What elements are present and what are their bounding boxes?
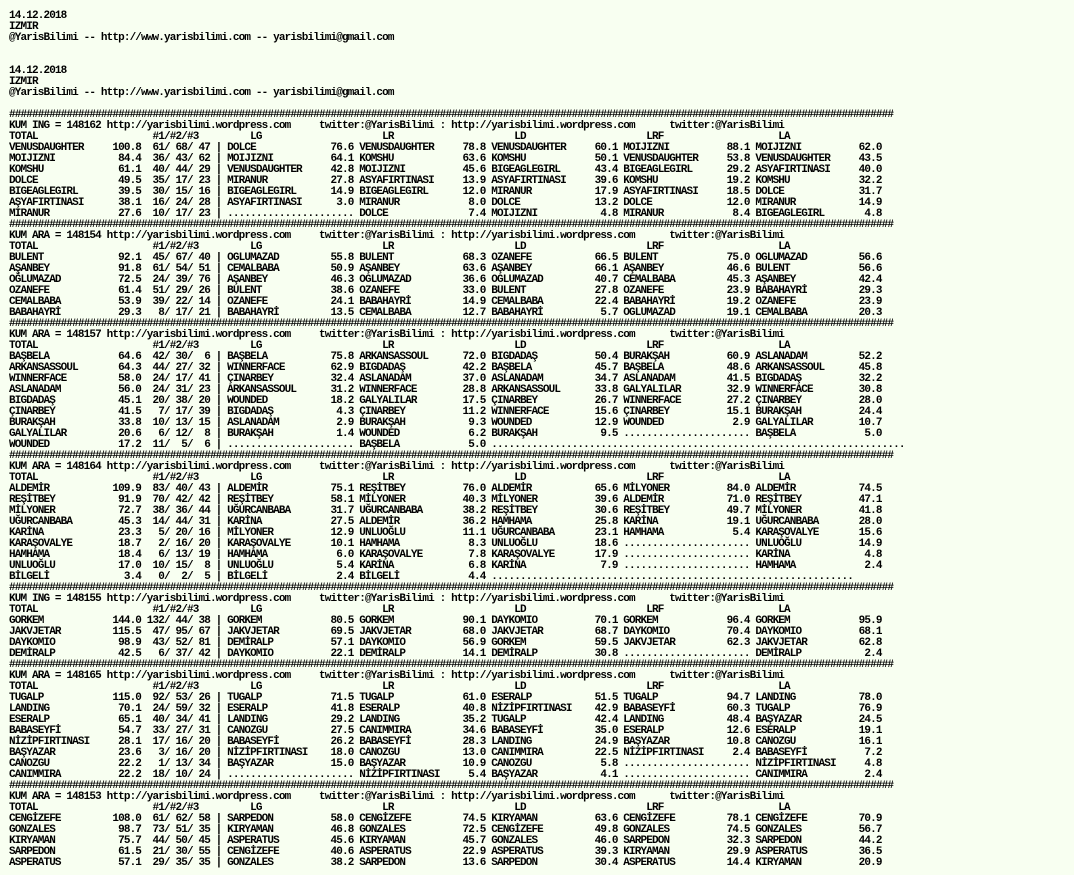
text-line: MOIJIZNI 84.4 36/ 43/ 62 | MOIJIZNI 64.1 KOMSHU 63.6 KOMSHU 50.1 VENUSDAUGHTER 53.8 VENUSDAUGHTER 43.5 (9, 153, 882, 165)
text-line: BAŞBELA 64.6 42/ 30/ 6 | BAŞBELA 75.8 ARKANSASSOUL 72.0 BIGDADAŞ 50.4 BURAKŞAH 60.9 ASLANADAM 52.2 (9, 351, 882, 363)
text-line: TOTAL #1/#2/#3 LG LR LD LRF LA (9, 241, 790, 253)
text-line: KUM ING = 148162 http://yarisbilimi.wordpress.com twitter:@YarisBilimi : http://yarisbilimi.wordpress.com twitter:@YarisBilimi (9, 120, 785, 132)
results-document (9, 0, 905, 869)
text-line: KUM ING = 148155 http://yarisbilimi.wordpress.com twitter:@YarisBilimi : http://yarisbilimi.wordpress.com twitter:@YarisBilimi (9, 593, 785, 605)
text-line: DEMİRALP 42.5 6/ 37/ 42 | DAYKOMIO 22.1 DEMİRALP 14.1 DEMİRALP 30.8 ...................... DEMİRALP 2.4 (9, 648, 882, 660)
text-line: HAMHAMA 18.4 6/ 13/ 19 | HAMHAMA 6.0 KARAŞOVALYE 7.8 KARAŞOVALYE 17.9 ...................... KARİNA 4.8 (9, 549, 882, 561)
text-line: CEMALBABA 53.9 39/ 22/ 14 | OZANEFE 24.1 BABAHAYRİ 14.9 CEMALBABA 22.4 BABAHAYRİ 19.2 OZANEFE 23.9 (9, 296, 882, 308)
text-line: TOTAL #1/#2/#3 LG LR LD LRF LA (9, 472, 790, 484)
text-line: ########################################################################################################################################################## (9, 780, 894, 792)
text-line: SARPEDON 61.5 21/ 30/ 55 | CENGİZEFE 40.6 ASPERATUS 22.9 ASPERATUS 39.3 KIRYAMAN 29.9 ASPERATUS 36.5 (9, 846, 882, 858)
text-line: ########################################################################################################################################################## (9, 582, 894, 594)
text-line: 14.12.2018 (9, 65, 67, 77)
text-line: KUM ARA = 148154 http://yarisbilimi.wordpress.com twitter:@YarisBilimi : http://yarisbilimi.wordpress.com twitter:@YarisBilimi (9, 230, 785, 242)
text-line: BAŞYAZAR 23.6 3/ 16/ 20 | NİZİPFIRTINASI 18.0 CANOZGU 13.0 CANIMMIRA 22.5 NİZİPFIRTINASI 2.4 BABASEYFİ 7.2 (9, 747, 882, 759)
text-line: ########################################################################################################################################################## (9, 450, 894, 462)
text-line: ASPERATUS 57.1 29/ 35/ 35 | GONZALES 38.2 SARPEDON 13.6 SARPEDON 30.4 ASPERATUS 14.4 KIRYAMAN 20.9 (9, 857, 882, 869)
text-line: BIGDADAŞ 45.1 20/ 38/ 20 | WOUNDED 18.2 GALYALILAR 17.5 ÇINARBEY 26.7 WINNERFACE 27.2 ÇINARBEY 28.0 (9, 395, 882, 407)
text-line: 14.12.2018 (9, 10, 67, 22)
text-line: KOMSHU 61.1 40/ 44/ 29 | VENUSDAUGHTER 42.8 MOIJIZNI 45.6 BIGEAGLEGIRL 43.4 BIGEAGLEGIRL 29.2 ASYAFIRTINASI 40.0 (9, 164, 882, 176)
text-line: ALDEMİR 109.9 83/ 40/ 43 | ALDEMİR 75.1 REŞİTBEY 76.0 ALDEMİR 65.6 MİLYONER 84.0 ALDEMİR 74.5 (9, 483, 882, 495)
text-line: AŞANBEY 91.8 61/ 54/ 51 | CEMALBABA 50.9 AŞANBEY 63.6 AŞANBEY 66.1 AŞANBEY 46.6 BULENT 56.6 (9, 263, 882, 275)
text-line: DOLCE 49.5 35/ 17/ 23 | MIRANUR 27.8 ASYAFIRTINASI 13.9 ASYAFIRTINASI 39.6 KOMSHU 19.2 KOMSHU 32.2 (9, 175, 882, 187)
text-line: REŞİTBEY 91.9 70/ 42/ 42 | REŞİTBEY 58.1 MİLYONER 40.3 MİLYONER 39.6 ALDEMİR 71.0 REŞİTBEY 47.1 (9, 494, 882, 506)
text-line: KARAŞOVALYE 18.7 2/ 16/ 20 | KARAŞOVALYE 10.1 HAMHAMA 8.3 UNLUOĞLU 18.6 ...................... UNLUOĞLU 14.9 (9, 538, 882, 550)
text-line: MİLYONER 72.7 38/ 36/ 44 | UĞURCANBABA 31.7 UĞURCANBABA 38.2 REŞİTBEY 30.6 REŞİTBEY 49.7 MİLYONER 41.8 (9, 505, 882, 517)
text-line: IZMIR (9, 21, 38, 33)
text-line: ARKANSASSOUL 64.3 44/ 27/ 32 | WINNERFACE 62.9 BIGDADAŞ 42.2 BAŞBELA 45.7 BAŞBELA 48.6 ARKANSASSOUL 45.8 (9, 362, 882, 374)
text-line: NİZİPFIRTINASI 28.1 17/ 16/ 20 | BABASEYFİ 26.2 BABASEYFİ 28.3 LANDING 24.9 BAŞYAZAR 10.8 CANOZGU 16.1 (9, 736, 882, 748)
text-line: KUM ARA = 148157 http://yarisbilimi.wordpress.com twitter:@YarisBilimi : http://yarisbilimi.wordpress.com twitter:@YarisBilimi (9, 329, 785, 341)
text-line: ########################################################################################################################################################## (9, 659, 894, 671)
text-line: KIRYAMAN 75.7 44/ 50/ 45 | ASPERATUS 45.6 KIRYAMAN 45.7 GONZALES 46.0 SARPEDON 32.3 SARPEDON 44.2 (9, 835, 882, 847)
text-line (9, 0, 905, 11)
text-line: BIGEAGLEGIRL 39.5 30/ 15/ 16 | BIGEAGLEGIRL 14.9 BIGEAGLEGIRL 12.0 MIRANUR 17.9 ASYAFIRTINASI 18.5 DOLCE 31.7 (9, 186, 882, 198)
text-line: ########################################################################################################################################################## (9, 109, 894, 121)
text-line: IZMIR (9, 76, 38, 88)
text-line (9, 44, 905, 55)
text-line: VENUSDAUGHTER 100.8 61/ 68/ 47 | DOLCE 76.6 VENUSDAUGHTER 78.8 VENUSDAUGHTER 60.1 MOIJIZNI 88.1 MOIJIZNI 62.0 (9, 142, 882, 154)
text-line: ESERALP 65.1 40/ 34/ 41 | LANDING 29.2 LANDING 35.2 TUGALP 42.4 LANDING 48.4 BAŞYAZAR 24.5 (9, 714, 882, 726)
text-line: TOTAL #1/#2/#3 LG LR LD LRF LA (9, 802, 790, 814)
text-line: CANOZGU 22.2 1/ 13/ 34 | BAŞYAZAR 15.0 BAŞYAZAR 10.9 CANOZGU 5.8 ...................... NİZİPFIRTINASI 4.8 (9, 758, 882, 770)
text-line: WINNERFACE 58.0 24/ 17/ 41 | ÇINARBEY 32.4 ASLANADAM 37.0 ASLANADAM 34.7 ASLANADAM 41.5 BIGDADAŞ 32.2 (9, 373, 882, 385)
text-line: TOTAL #1/#2/#3 LG LR LD LRF LA (9, 681, 790, 693)
text-line: BİLGELİ 3.4 0/ 2/ 5 | BİLGELİ 2.4 BİLGELİ 4.4 ............................................................... (9, 571, 853, 583)
text-line: WOUNDED 17.2 11/ 5/ 6 | ...................... BAŞBELA 5.0 ........................................................................ (9, 439, 905, 451)
text-line: BABAHAYRİ 29.3 8/ 17/ 21 | BABAHAYRİ 13.5 CEMALBABA 12.7 BABAHAYRİ 5.7 OGLUMAZAD 19.1 CEMALBABA 20.3 (9, 307, 882, 319)
text-line: KUM ARA = 148164 http://yarisbilimi.wordpress.com twitter:@YarisBilimi : http://yarisbilimi.wordpress.com twitter:@YarisBilimi (9, 461, 785, 473)
text-line: LANDING 70.1 24/ 59/ 32 | ESERALP 41.8 ESERALP 40.8 NİZİPFIRTINASI 42.9 BABASEYFİ 60.3 TUGALP 76.9 (9, 703, 882, 715)
text-line: KUM ARA = 148153 http://yarisbilimi.wordpress.com twitter:@YarisBilimi : http://yarisbilimi.wordpress.com twitter:@YarisBilimi (9, 791, 785, 803)
text-line: AŞYAFIRTINASI 38.1 16/ 24/ 28 | ASYAFIRTINASI 3.0 MIRANUR 8.0 DOLCE 13.2 DOLCE 12.0 MIRANUR 14.9 (9, 197, 882, 209)
text-line: KUM ARA = 148165 http://yarisbilimi.wordpress.com twitter:@YarisBilimi : http://yarisbilimi.wordpress.com twitter:@YarisBilimi (9, 670, 785, 682)
text-line: TOTAL #1/#2/#3 LG LR LD LRF LA (9, 604, 790, 616)
text-line (9, 55, 905, 66)
text-line: KARİNA 23.3 5/ 20/ 16 | MİLYONER 12.9 UNLUOĞLU 11.1 UĞURCANBABA 23.1 HAMHAMA 5.4 KARAŞOVALYE 15.6 (9, 527, 882, 539)
text-line: DAYKOMIO 98.9 43/ 52/ 81 | DEMİRALP 57.1 DAYKOMIO 56.9 GORKEM 59.5 JAKVJETAR 62.3 JAKVJETAR 62.8 (9, 637, 882, 649)
text-line: OZANEFE 61.4 51/ 29/ 26 | BULENT 38.6 OZANEFE 33.0 BULENT 27.8 OZANEFE 23.9 BABAHAYRİ 29.3 (9, 285, 882, 297)
text-line: JAKVJETAR 115.5 47/ 95/ 67 | JAKVJETAR 69.5 JAKVJETAR 68.0 JAKVJETAR 68.7 DAYKOMIO 70.4 DAYKOMIO 68.1 (9, 626, 882, 638)
text-line: @YarisBilimi -- http://www.yarisbilimi.com -- yarisbilimi@gmail.com (9, 32, 394, 44)
text-line: BABASEYFİ 54.7 33/ 27/ 31 | CANOZGU 27.5 CANIMMIRA 34.6 BABASEYFİ 35.0 ESERALP 12.6 ESERALP 19.1 (9, 725, 882, 737)
text-line: GALYALILAR 20.6 6/ 12/ 8 | BURAKŞAH 1.4 WOUNDED 6.2 BURAKŞAH 9.5 ...................... BAŞBELA 5.0 (9, 428, 882, 440)
text-line: CANIMMIRA 22.2 18/ 10/ 24 | ...................... NİZİPFIRTINASI 5.4 BAŞYAZAR 4.1 ...................... CANIMMIRA 2.4 (9, 769, 882, 781)
text-line: TUGALP 115.0 92/ 53/ 26 | TUGALP 71.5 TUGALP 61.0 ESERALP 51.5 TUGALP 94.7 LANDING 78.0 (9, 692, 882, 704)
text-line: GONZALES 98.7 73/ 51/ 35 | KIRYAMAN 46.8 GONZALES 72.5 CENGİZEFE 49.8 GONZALES 74.5 GONZALES 56.7 (9, 824, 882, 836)
text-line: UNLUOĞLU 17.0 10/ 15/ 8 | UNLUOĞLU 5.4 KARİNA 6.8 KARİNA 7.9 ...................... HAMHAMA 2.4 (9, 560, 882, 572)
text-line: UĞURCANBABA 45.3 14/ 44/ 31 | KARİNA 27.5 ALDEMİR 36.2 HAMHAMA 25.8 KARİNA 19.1 UĞURCANBABA 28.0 (9, 516, 882, 528)
text-line: CENGİZEFE 108.0 61/ 62/ 58 | SARPEDON 58.0 CENGİZEFE 74.5 KIRYAMAN 63.6 CENGİZEFE 78.1 CENGİZEFE 70.9 (9, 813, 882, 825)
text-line: BURAKŞAH 33.8 10/ 13/ 15 | ASLANADAM 2.9 BURAKŞAH 9.3 WOUNDED 12.9 WOUNDED 2.9 GALYALILAR 10.7 (9, 417, 882, 429)
text-line: GORKEM 144.0 132/ 44/ 38 | GORKEM 80.5 GORKEM 90.1 DAYKOMIO 70.1 GORKEM 96.4 GORKEM 95.9 (9, 615, 882, 627)
text-line: MIRANUR 27.6 10/ 17/ 23 | ...................... DOLCE 7.4 MOIJIZNI 4.8 MIRANUR 8.4 BIGEAGLEGIRL 4.8 (9, 208, 882, 220)
text-line: ÇINARBEY 41.5 7/ 17/ 39 | BIGDADAŞ 4.3 ÇINARBEY 11.2 WINNERFACE 15.6 ÇINARBEY 15.1 BURAKŞAH 24.4 (9, 406, 882, 418)
text-line: TOTAL #1/#2/#3 LG LR LD LRF LA (9, 340, 790, 352)
text-line: TOTAL #1/#2/#3 LG LR LD LRF LA (9, 131, 790, 143)
text-line: BULENT 92.1 45/ 67/ 40 | OGLUMAZAD 55.8 BULENT 68.3 OZANEFE 66.5 BULENT 75.0 OGLUMAZAD 56.6 (9, 252, 882, 264)
text-line: ########################################################################################################################################################## (9, 219, 894, 231)
text-line: @YarisBilimi -- http://www.yarisbilimi.com -- yarisbilimi@gmail.com (9, 87, 394, 99)
text-line: ASLANADAM 56.0 24/ 31/ 23 | ARKANSASSOUL 31.2 WINNERFACE 28.8 ARKANSASSOUL 33.8 GALYALILAR 32.9 WINNERFACE 30.8 (9, 384, 882, 396)
text-line: ########################################################################################################################################################## (9, 318, 894, 330)
text-line: OĞLUMAZAD 72.5 24/ 39/ 76 | AŞANBEY 46.3 OGLUMAZAD 36.6 OGLUMAZAD 40.7 CEMALBABA 45.3 AŞANBEY 42.4 (9, 274, 882, 286)
